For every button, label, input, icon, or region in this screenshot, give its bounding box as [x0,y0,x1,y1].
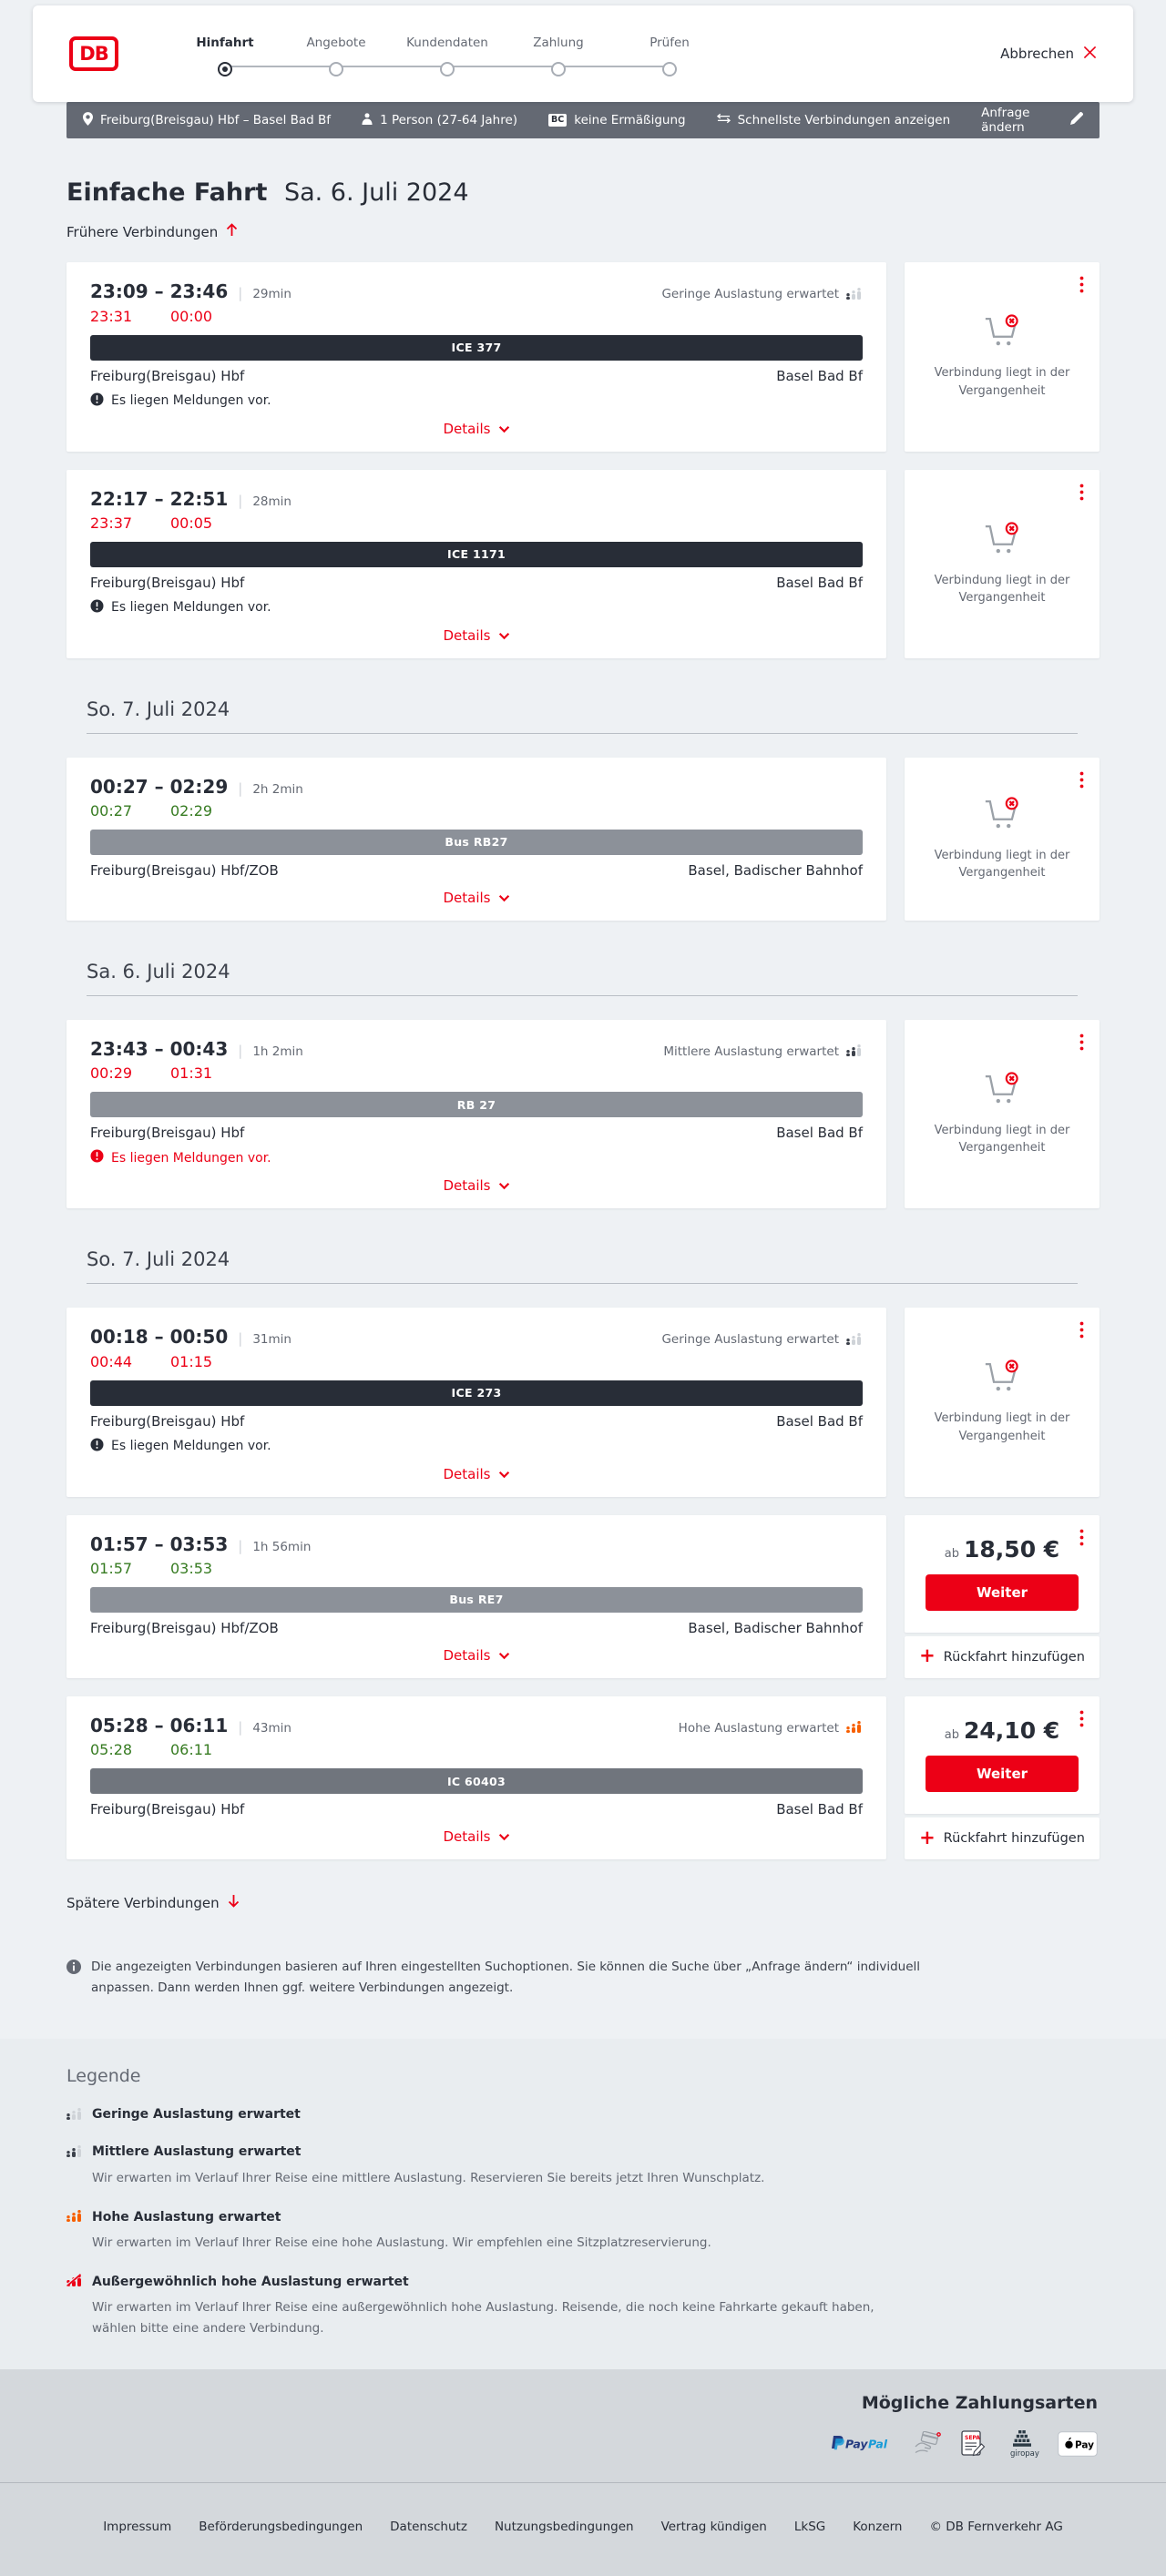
date-heading-text: Sa. 6. Juli 2024 [87,960,230,983]
messages-text: Es liegen Meldungen vor. [111,393,271,408]
connection-duration: 29min [252,287,292,301]
occupancy-icon [846,286,863,303]
occupancy-icon [846,1331,863,1349]
occupancy-label: Hohe Auslastung erwartet [678,1720,839,1736]
arrival-station: Basel Bad Bf [776,367,863,384]
occupancy-indicator [661,286,863,303]
occupancy-icon [846,1043,863,1060]
step-dot-icon [218,62,232,76]
alert-icon [90,392,104,410]
separator: | [238,285,243,301]
past-connection-panel [905,470,1100,658]
footer-link[interactable]: Impressum [103,2519,172,2534]
alert-icon [90,1438,104,1455]
occupancy-label: Geringe Auslastung erwartet [661,287,839,301]
train-label-bar: ICE 1171 [90,542,863,567]
step-hinfahrt[interactable] [169,36,281,76]
copyright-text: © DB Fernverkehr AG [929,2519,1063,2534]
connection-duration: 1h 56min [252,1539,312,1554]
realtime-arrive: 01:15 [170,1352,213,1370]
realtime-depart: 23:31 [90,307,133,325]
payment-title: Mögliche Zahlungsarten [861,2392,1098,2413]
details-toggle[interactable] [443,1166,509,1199]
cancel-button[interactable] [1000,46,1097,63]
connection-card [66,470,886,658]
details-label: Details [443,420,491,437]
occupancy-label: Mittlere Auslastung erwartet [663,1044,839,1059]
chevron-down-icon [498,1177,510,1194]
connection-times: 00:18 – 00:50 [90,1326,229,1348]
chevron-down-icon [498,1647,510,1664]
page-title [66,178,1100,207]
realtime-depart: 23:37 [90,514,133,532]
price-value: 24,10 € [964,1717,1060,1745]
connection-side-panel [905,1308,1100,1497]
legend-item-title: Geringe Auslastung erwartet [92,2107,301,2123]
connection-side-panel [905,470,1100,658]
chevron-down-icon [498,1466,510,1482]
svg-text:SEPA: SEPA [965,2434,980,2441]
connection-side-panel [905,1696,1100,1860]
details-toggle[interactable] [443,1636,509,1669]
step-dot-icon [551,62,566,76]
connection-card [66,1020,886,1209]
legend-item [66,2208,1100,2253]
messages-text: Es liegen Meldungen vor. [111,600,271,615]
connection-row [66,1020,1100,1209]
past-connection-panel [905,1020,1100,1209]
train-label-bar: ICE 273 [90,1380,863,1406]
connection-card [66,758,886,921]
departure-station: Freiburg(Breisgau) Hbf/ZOB [90,861,279,879]
step-zahlung[interactable] [503,36,614,76]
stations-row [90,862,863,879]
plus-icon: + [919,1826,936,1848]
details-label: Details [443,626,491,644]
more-options-button[interactable] [1077,1319,1087,1345]
realtime-arrive: 03:53 [170,1559,213,1577]
messages-notice [90,1438,863,1455]
step-angebote[interactable] [281,36,392,76]
creditcard-icon [914,2431,943,2457]
past-connection-text: Verbindung liegt in der Vergangenheit [934,1411,1070,1443]
more-options-button[interactable] [1077,1031,1087,1057]
chevron-down-icon [498,890,510,906]
db-logo: DB [69,36,118,71]
occupancy-icon [66,2143,83,2161]
messages-notice [90,599,863,616]
connection-duration: 28min [252,494,292,509]
connection-duration: 43min [252,1720,292,1736]
arrow-down-icon [228,1894,240,1911]
departure-station: Freiburg(Breisgau) Hbf [90,367,245,384]
pencil-icon [1070,112,1083,128]
legend-item [66,2106,1100,2123]
passenger-summary [362,113,517,128]
legend-item-title: Außergewöhnlich hohe Auslastung erwartet [92,2274,409,2289]
step-prüfen[interactable] [614,36,725,76]
edit-search-label: Anfrage ändern [981,106,1030,135]
add-return-label: Rückfahrt hinzufügen [943,1649,1085,1665]
bahncard-icon: BC [548,114,567,127]
info-icon [66,1960,81,1974]
past-connection-text: Verbindung liegt in der Vergangenheit [934,573,1070,605]
later-connections-button[interactable] [66,1894,240,1911]
footer-link[interactable]: Datenschutz [390,2519,467,2534]
details-label: Details [443,1646,491,1664]
price-panel [905,1696,1100,1815]
past-connection-panel [905,758,1100,921]
occupancy-indicator [663,1043,863,1060]
arrival-station: Basel Bad Bf [776,1412,863,1430]
legend-item-title: Hohe Auslastung erwartet [92,2209,281,2225]
connection-list [66,262,1100,1878]
realtime-arrive: 01:31 [170,1064,213,1082]
cart-unavailable-icon [981,313,1023,355]
connection-card [66,1515,886,1678]
date-heading [66,698,1100,758]
price-prefix: ab [944,1728,960,1743]
svg-text:Pay: Pay [845,2437,868,2451]
arrival-station: Basel Bad Bf [776,1125,863,1141]
realtime-arrive: 02:29 [170,801,213,820]
passenger-text: 1 Person (27-64 Jahre) [380,113,518,127]
connection-times: 23:43 – 00:43 [90,1037,229,1060]
details-toggle[interactable] [443,1817,509,1850]
stations-row [90,1620,863,1636]
info-note-text: Die angezeigten Verbindungen basieren auf Ihren eingestellten Suchoptionen. Sie können die Suche über „Anfrage ändern“ individuell anpassen. Dann werden Ihnen ggf. weitere Verbindungen angezeigt. [91,1960,921,1995]
legend-section [0,2039,1166,2369]
fastest-connections-toggle[interactable] [717,113,951,127]
location-pin-icon [83,112,93,129]
footer-link[interactable]: Konzern [853,2519,903,2534]
departure-station: Freiburg(Breisgau) Hbf/ZOB [90,1619,279,1636]
step-label: Prüfen [649,35,690,50]
legend-items [66,2106,1100,2338]
connection-card [66,262,886,452]
step-label: Angebote [306,35,366,50]
svg-text:Pal: Pal [868,2437,888,2451]
realtime-times [90,1741,863,1758]
more-options-button[interactable] [1077,1526,1087,1553]
connection-card [66,1308,886,1497]
occupancy-icon [66,2208,83,2225]
continue-button[interactable]: Weiter [926,1756,1079,1792]
details-toggle[interactable] [443,410,509,443]
departure-station: Freiburg(Breisgau) Hbf [90,1801,245,1817]
departure-station: Freiburg(Breisgau) Hbf [90,1412,245,1430]
details-label: Details [443,1465,491,1482]
footer-links [0,2520,1166,2534]
booking-stepper [169,32,725,76]
step-kundendaten[interactable] [392,36,503,76]
step-label: Hinfahrt [196,35,254,50]
realtime-depart: 01:57 [90,1559,133,1577]
details-toggle[interactable] [443,1455,509,1488]
paypal-icon [828,2434,895,2454]
plus-icon: + [919,1644,936,1666]
messages-notice [90,1149,863,1166]
alert-icon [90,599,104,616]
past-connection-text: Verbindung liegt in der Vergangenheit [934,848,1070,880]
occupancy-label: Geringe Auslastung erwartet [661,1332,839,1347]
date-heading-text: So. 7. Juli 2024 [87,1248,230,1270]
continue-button[interactable]: Weiter [926,1574,1079,1611]
footer-link[interactable]: Beförderungsbedingungen [199,2519,363,2534]
connection-duration: 2h 2min [252,781,303,797]
connection-side-panel [905,1020,1100,1209]
connection-row [66,1308,1100,1497]
separator: | [238,492,243,509]
cart-unavailable-icon [981,1071,1023,1113]
price-line [945,1536,1059,1563]
giropay-icon [1005,2429,1039,2459]
occupancy-icon [846,1719,863,1736]
add-return-label: Rückfahrt hinzufügen [943,1831,1085,1846]
footer-link[interactable]: LkSG [793,2519,826,2534]
connection-row [66,262,1100,452]
route-text: Freiburg(Breisgau) Hbf – Basel Bad Bf [100,113,332,127]
occupancy-indicator [679,1719,863,1736]
search-options-note [66,1957,932,1999]
separator: | [238,1537,243,1554]
connection-times: 00:27 – 02:29 [90,775,229,798]
occupancy-icon [66,2273,83,2290]
search-summary-bar [66,102,1100,138]
details-toggle[interactable] [443,879,509,911]
occupancy-icon [66,2106,83,2123]
separator: | [238,1718,243,1736]
step-label: Zahlung [533,35,584,50]
edit-search-button[interactable] [981,106,1083,135]
transfer-arrows-icon [717,113,731,127]
date-heading [66,961,1100,1020]
stations-row [90,1801,863,1817]
more-options-button[interactable] [1077,1707,1087,1734]
connection-duration: 1h 2min [252,1044,303,1059]
train-label-bar: ICE 377 [90,335,863,361]
train-label-bar: Bus RE7 [90,1587,863,1613]
stations-row [90,1413,863,1430]
arrival-station: Basel, Badischer Bahnhof [688,861,863,879]
cancel-label: Abbrechen [1000,46,1074,62]
close-icon [1083,46,1097,63]
footer-link[interactable]: Vertrag kündigen [660,2519,767,2534]
alert-icon [90,1149,104,1166]
person-icon [362,113,373,128]
connection-row [66,758,1100,921]
connection-card [66,1696,886,1860]
realtime-times [90,1064,863,1082]
cart-unavailable-icon [981,521,1023,563]
legend-item-description: Wir erwarten im Verlauf Ihrer Reise eine mittlere Auslastung. Reservieren Sie bereits jetzt Ihren Wunschplatz. [92,2170,765,2185]
more-options-button[interactable] [1077,769,1087,795]
cart-unavailable-icon [981,1359,1023,1400]
arrival-station: Basel Bad Bf [776,574,863,591]
realtime-times [90,802,863,820]
legend-item [66,2143,1100,2188]
step-dot-icon [662,62,677,76]
realtime-times [90,1353,863,1370]
step-dot-icon [329,62,343,76]
add-return-button[interactable] [905,1636,1100,1678]
details-label: Details [443,1177,491,1194]
date-heading-text: So. 7. Juli 2024 [87,697,230,720]
realtime-times [90,514,863,532]
price-value: 18,50 € [964,1536,1060,1563]
past-connection-text: Verbindung liegt in der Vergangenheit [934,1123,1070,1156]
realtime-times [90,1560,863,1577]
discount-text: keine Ermäßigung [574,113,686,127]
realtime-arrive: 06:11 [170,1741,213,1758]
messages-text: Es liegen Meldungen vor. [111,1439,271,1453]
train-label-bar: Bus RB27 [90,830,863,855]
realtime-times [90,308,863,325]
realtime-depart: 00:27 [90,801,133,820]
legend-item-description: Wir erwarten im Verlauf Ihrer Reise eine außergewöhnlich hohe Auslastung. Reisende, die noch keine Fahrkarte gekauft haben, wählen bitte eine andere Verbindung. [92,2300,874,2336]
stations-row [90,575,863,591]
chevron-down-icon [498,1828,510,1845]
separator: | [238,779,243,797]
date-heading [66,1248,1100,1308]
train-label-bar: IC 60403 [90,1768,863,1794]
earlier-connections-button[interactable] [66,223,238,240]
realtime-depart: 05:28 [90,1741,133,1758]
svg-text:giropay: giropay [1010,2449,1039,2459]
earlier-connections-label: Frühere Verbindungen [66,223,219,240]
payment-icons [68,2429,1098,2459]
applepay-icon [1058,2431,1098,2457]
messages-notice [90,392,863,410]
stations-row [90,368,863,384]
legend-item-description: Wir erwarten im Verlauf Ihrer Reise eine hohe Auslastung. Wir empfehlen eine Sitzplatzreservierung. [92,2235,711,2251]
payment-section [0,2369,1166,2482]
fastest-label: Schnellste Verbindungen anzeigen [737,113,951,127]
details-label: Details [443,889,491,906]
discount-summary [548,113,686,127]
connection-times: 05:28 – 06:11 [90,1714,229,1736]
connection-times: 01:57 – 03:53 [90,1532,229,1555]
connection-times: 22:17 – 22:51 [90,487,229,510]
connection-row [66,1696,1100,1860]
price-line [945,1717,1059,1744]
arrival-station: Basel Bad Bf [776,1801,863,1817]
departure-station: Freiburg(Breisgau) Hbf [90,574,245,591]
realtime-arrive: 00:05 [170,514,213,532]
route-summary [83,112,331,129]
separator: | [238,1330,243,1347]
footer-link[interactable]: Nutzungsbedingungen [494,2519,634,2534]
step-label: Kundendaten [406,35,488,50]
svg-text:Pay: Pay [1075,2439,1095,2451]
stations-row [90,1125,863,1141]
legend-title: Legende [66,2065,141,2086]
connection-side-panel [905,1515,1100,1678]
trip-type: Einfache Fahrt [66,178,268,207]
realtime-arrive: 00:00 [170,307,213,325]
add-return-button[interactable] [905,1817,1100,1859]
past-connection-text: Verbindung liegt in der Vergangenheit [934,366,1070,398]
chevron-down-icon [498,627,510,644]
realtime-depart: 00:44 [90,1352,133,1370]
past-connection-panel [905,262,1100,452]
connection-duration: 31min [252,1332,292,1347]
more-options-button[interactable] [1077,481,1087,507]
departure-station: Freiburg(Breisgau) Hbf [90,1125,245,1141]
past-connection-panel [905,1308,1100,1497]
price-panel [905,1515,1100,1633]
messages-text: Es liegen Meldungen vor. [111,1150,271,1166]
trip-date: Sa. 6. Juli 2024 [283,178,469,207]
later-connections-label: Spätere Verbindungen [66,1894,220,1911]
occupancy-indicator [661,1331,863,1349]
connection-side-panel [905,262,1100,452]
train-label-bar: RB 27 [90,1092,863,1117]
cart-unavailable-icon [981,796,1023,838]
sepa-icon [961,2430,987,2458]
more-options-button[interactable] [1077,273,1087,300]
realtime-depart: 00:29 [90,1064,133,1082]
arrow-up-icon [226,223,238,240]
details-toggle[interactable] [443,616,509,649]
connection-side-panel [905,758,1100,921]
legend-item [66,2273,1100,2338]
separator: | [238,1042,243,1059]
connection-row [66,1515,1100,1678]
chevron-down-icon [498,421,510,437]
price-prefix: ab [944,1547,960,1561]
details-label: Details [443,1828,491,1845]
step-dot-icon [440,62,455,76]
legend-item-title: Mittlere Auslastung erwartet [92,2144,302,2160]
app-header [33,5,1133,102]
connection-row [66,470,1100,658]
connection-times: 23:09 – 23:46 [90,280,229,302]
page-footer [0,2482,1166,2576]
arrival-station: Basel, Badischer Bahnhof [688,1619,863,1636]
